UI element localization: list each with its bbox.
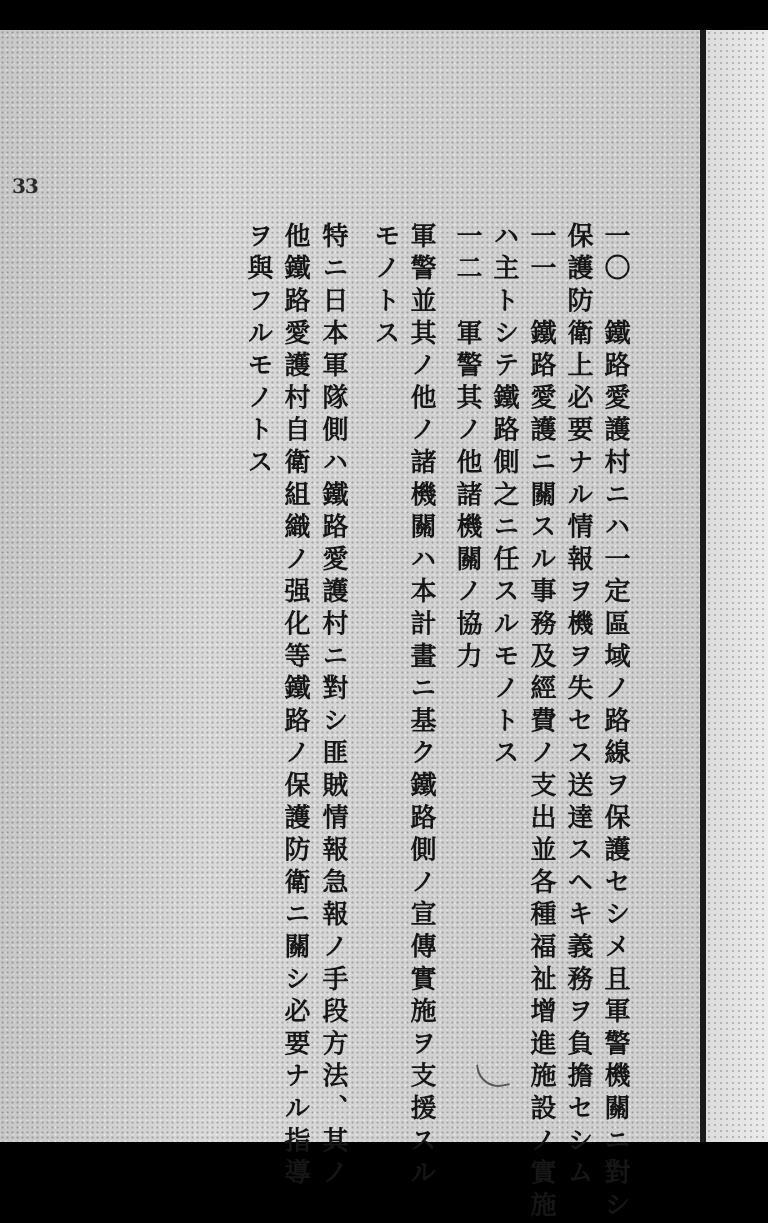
text-column-7: モノトス [370,222,400,352]
facing-page-edge [706,30,768,1142]
text-column-8: 特ニ日本軍隊側ハ鐵路愛護村ニ對シ匪賊情報急報ノ手段方法、其ノ [318,222,348,1191]
text-column-5: 一二 軍警其ノ他諸機關ノ協力 [452,222,482,675]
text-column-4: ハ主トシテ鐵路側之ニ任スルモノトス [489,222,519,772]
text-column-1: 一〇 鐵路愛護村ニハ一定區域ノ路線ヲ保護セシメ且軍警機關ニ對シ [600,222,630,1223]
text-column-2: 保護防衛上必要ナル情報ヲ機ヲ失セス送達スヘキ義務ヲ負擔セシム [563,222,593,1191]
page-number: 33 [12,174,38,198]
text-column-3: 一一 鐵路愛護ニ關スル事務及經費ノ支出並各種福祉增進施設ノ實施 [526,222,556,1223]
text-column-6: 軍警並其ノ他ノ諸機關ハ本計畫ニ基ク鐵路側ノ宣傳實施ヲ支援スル [406,222,436,1191]
text-column-10: ヲ與フルモノトス [243,222,273,481]
document-page [0,30,702,1223]
text-column-9: 他鐵路愛護村自衛組織ノ强化等鐵路ノ保護防衛ニ關シ必要ナル指導 [280,222,310,1191]
